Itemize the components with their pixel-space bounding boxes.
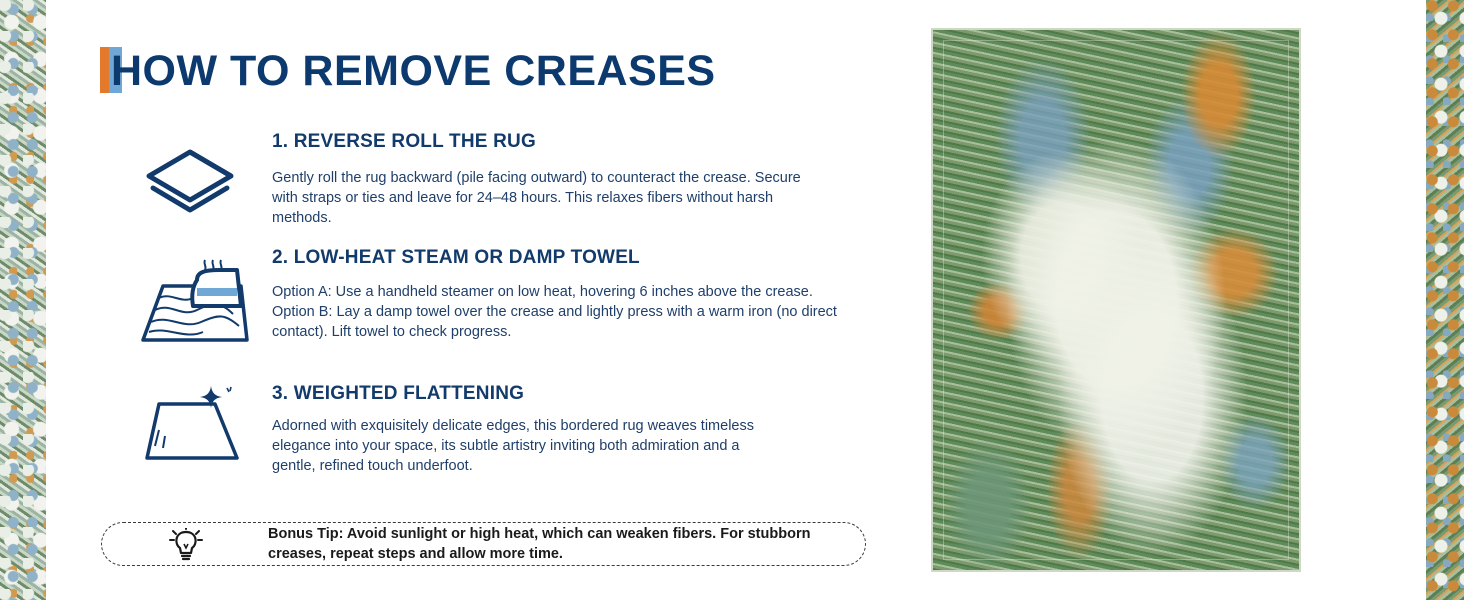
step-body-option-b: Option B: Lay a damp towel over the crease and lightly press with a warm iron (no direct contact). Lift towel to check progress. [272, 304, 837, 340]
bonus-tip-text: Bonus Tip: Avoid sunlight or high heat, which can weaken fibers. For stubborn creases, repeat steps and allow more time. [268, 526, 811, 562]
rug-product-image [931, 28, 1301, 572]
step-weighted-flattening [272, 382, 852, 476]
rug-border [943, 40, 1289, 560]
step-low-heat-steam [272, 246, 852, 342]
title-accent-orange [100, 47, 109, 93]
step-reverse-roll [272, 130, 852, 228]
step-body: Adorned with exquisitely delicate edges, this bordered rug weaves timeless elegance into your space, its subtle artistry inviting both admiration and a gentle, refined touch underfoot. [272, 418, 754, 474]
step-title: 1. REVERSE ROLL THE RUG [272, 131, 536, 152]
layered-squares-icon [143, 148, 237, 220]
step-body-option-a: Option A: Use a handheld steamer on low heat, hovering 6 inches above the crease. [272, 284, 813, 300]
rug-edge-left-image [0, 0, 46, 600]
page-title: HOW TO REMOVE CREASES [111, 47, 716, 95]
steam-iron-icon [141, 258, 249, 344]
rug-edge-right-image [1426, 0, 1464, 600]
flat-rug-sparkle-icon [145, 386, 241, 464]
step-body: Gently roll the rug backward (pile facing outward) to counteract the crease. Secure with straps or ties and leave for 24–48 hours. This relaxes fibers without harsh methods. [272, 170, 801, 226]
step-title: 3. WEIGHTED FLATTENING [272, 383, 525, 404]
lightbulb-icon [168, 528, 204, 567]
step-title: 2. LOW-HEAT STEAM OR DAMP TOWEL [272, 247, 640, 268]
